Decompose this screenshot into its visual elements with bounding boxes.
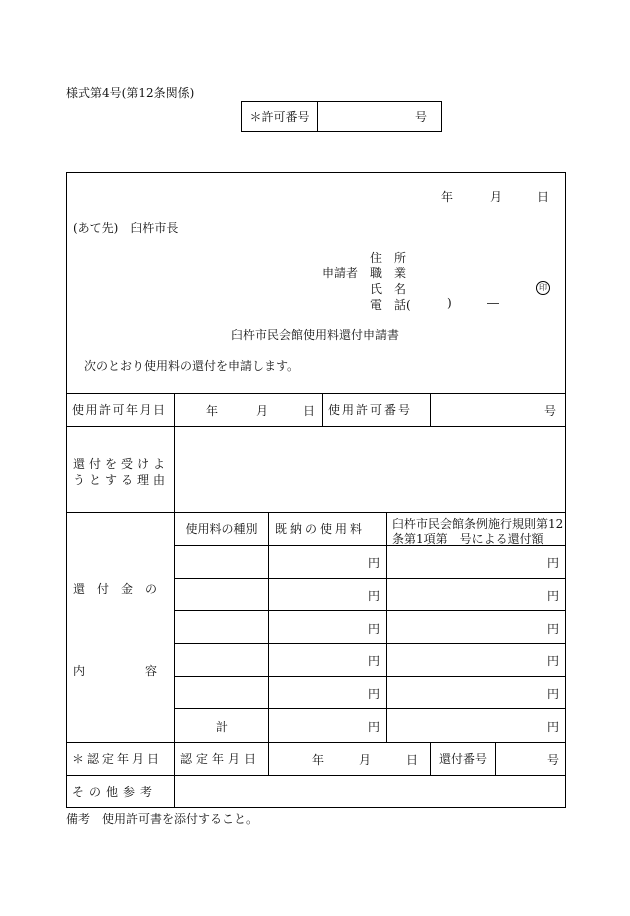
permit-date-label: 使用許可年月日 <box>72 403 167 417</box>
paid-yen-total: 円 <box>368 720 381 734</box>
refund-yen-4: 円 <box>547 654 560 668</box>
refund-yen-5: 円 <box>547 687 560 701</box>
applicant-address-label: 住 所 <box>370 251 407 265</box>
reason-label-line2: うとする理由 <box>73 473 170 487</box>
applicant-occupation-label: 職 業 <box>370 266 407 280</box>
col-line <box>322 393 323 426</box>
seal-mark: 印 <box>536 281 550 295</box>
applicant-name-label: 氏 名 <box>370 282 407 296</box>
date-year: 年 <box>441 190 454 204</box>
form-title: 臼杵市民会館使用料還付申請書 <box>231 328 400 342</box>
row-line <box>174 676 566 677</box>
col-line <box>268 512 269 775</box>
approval-date-sub-label: 認定年月日 <box>180 752 261 766</box>
col-line <box>386 512 387 742</box>
permit-date-month: 月 <box>256 404 269 418</box>
permit-number-box <box>241 101 442 132</box>
applicant-phone-paren: ) <box>447 296 452 310</box>
col-header-type: 使用料の種別 <box>185 522 258 536</box>
intro-text: 次のとおり使用料の還付を申請します。 <box>84 359 300 373</box>
refund-label-line1: 還 付 金 の <box>73 582 158 596</box>
form-number: 様式第4号(第12条関係) <box>66 86 195 100</box>
paid-yen-5: 円 <box>368 687 381 701</box>
approval-month: 月 <box>359 753 372 767</box>
total-label: 計 <box>216 720 229 734</box>
refund-number-label: 還付番号 <box>438 752 487 766</box>
note: 備考 使用許可書を添付すること。 <box>66 812 259 826</box>
col-header-refund-line2: 条第1項第 号による還付額 <box>392 532 544 546</box>
paid-yen-3: 円 <box>368 622 381 636</box>
refund-yen-1: 円 <box>547 556 560 570</box>
other-field[interactable] <box>175 776 565 807</box>
refund-number-suffix: 号 <box>547 753 560 767</box>
refund-label-line2: 内 容 <box>73 664 158 678</box>
reason-label-line1: 還付を受けよ <box>73 457 170 471</box>
col-header-refund-line1: 臼杵市民会館条例施行規則第12 <box>392 517 564 531</box>
permit-number-field[interactable] <box>318 102 441 131</box>
col-line <box>430 393 431 426</box>
permit-date-day: 日 <box>303 404 316 418</box>
date-month: 月 <box>490 190 503 204</box>
other-label: その他参考 <box>72 785 158 799</box>
reason-field[interactable] <box>175 427 565 512</box>
row-line <box>174 578 566 579</box>
refund-yen-2: 円 <box>547 589 560 603</box>
approval-date-label: ＊認定年月日 <box>72 752 163 766</box>
approval-year: 年 <box>312 753 325 767</box>
refund-yen-total: 円 <box>547 720 560 734</box>
date-day: 日 <box>537 190 550 204</box>
paid-yen-2: 円 <box>368 589 381 603</box>
row-line <box>174 643 566 644</box>
col-header-paid: 既納の使用料 <box>275 522 366 536</box>
permit-number-row-label: 使用許可番号 <box>328 403 413 417</box>
permit-date-year: 年 <box>206 404 219 418</box>
applicant-phone-label: 電 話( <box>370 298 411 312</box>
row-line <box>174 610 566 611</box>
addressee: (あて先) 臼杵市長 <box>73 221 179 235</box>
col-line <box>495 742 496 775</box>
applicant-label: 申請者 <box>322 266 359 280</box>
row-line <box>174 708 566 709</box>
refund-yen-3: 円 <box>547 622 560 636</box>
paid-yen-1: 円 <box>368 556 381 570</box>
applicant-phone-dash: ― <box>487 296 499 310</box>
permit-number-row-suffix: 号 <box>544 404 557 418</box>
approval-day: 日 <box>406 753 419 767</box>
paid-yen-4: 円 <box>368 654 381 668</box>
permit-number-label: ＊許可番号 <box>242 102 318 131</box>
permit-number-suffix: 号 <box>414 110 427 124</box>
